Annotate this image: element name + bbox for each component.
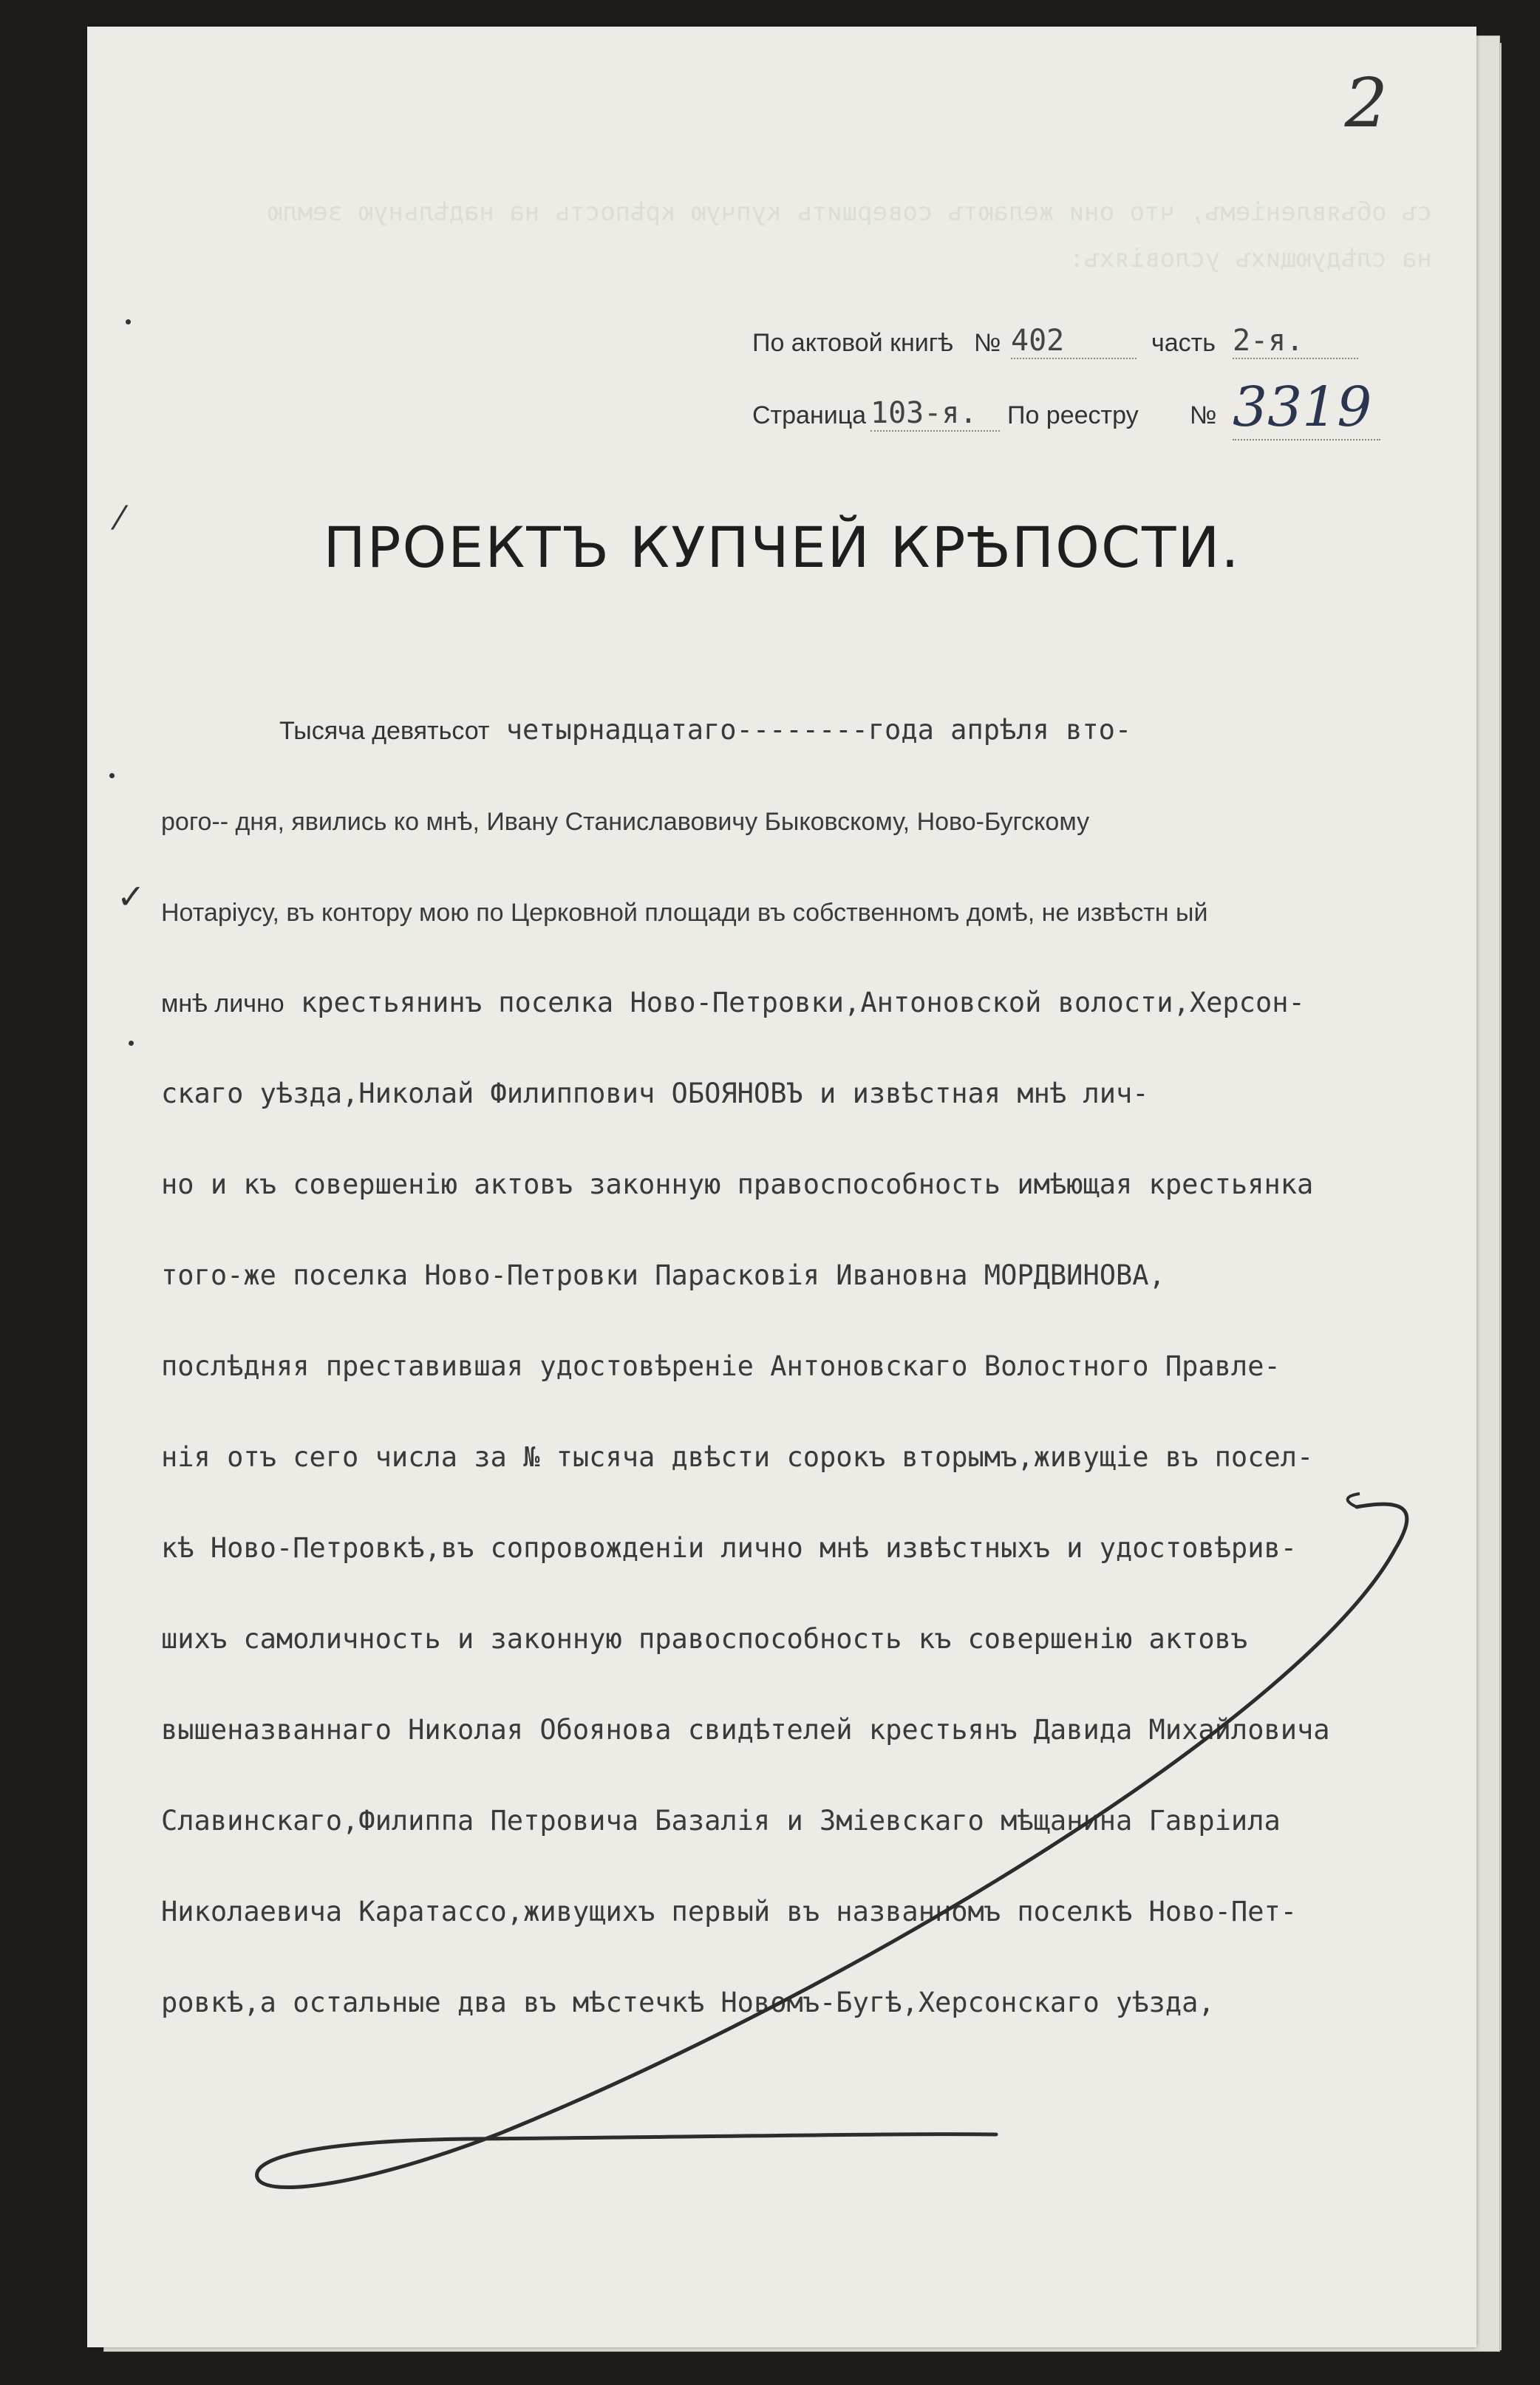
line-text: но и къ совершенію актовъ законную правоспособность имѣющая крестьянка xyxy=(161,1168,1314,1200)
register-number: 3319 xyxy=(1233,375,1380,440)
line-prefix: Тысяча девятьсот xyxy=(279,717,490,745)
part-label: часть xyxy=(1151,329,1216,357)
page-value: 103-я. xyxy=(870,396,1000,432)
document-title: ПРОЕКТЪ КУПЧЕЙ КРѢПОСТИ. xyxy=(323,514,1241,580)
line-text: нія отъ сего числа за № тысяча двѣсти сорокъ вторымъ,живущіе въ посел- xyxy=(161,1441,1314,1473)
line-text: послѣдняя преставившая удостовѣреніе Антоновскаго Волостного Правле- xyxy=(161,1350,1281,1382)
line-text: рого-- дня, явились ко мнѣ, Ивану Станиславовичу Быковскому, Ново-Бугскому xyxy=(161,808,1090,836)
cancellation-scrawl-icon xyxy=(87,27,1476,2347)
register-label: По реестру xyxy=(1007,401,1139,429)
bleed-through-text: съ объявленіемъ, что они желаютъ совершить купчую крѣпость на надѣльную землю на слѣдующихъ условіяхъ: xyxy=(267,197,1432,273)
line-text: скаго уѣзда,Николай Филиппович ОБОЯНОВЪ и извѣстная мнѣ лич- xyxy=(161,1078,1149,1109)
document-page xyxy=(87,27,1476,2347)
margin-tick-icon: ⁄ xyxy=(117,500,123,537)
book-number: 402 xyxy=(1011,324,1137,359)
page-label: Страница xyxy=(752,401,867,429)
book-number-sign: № xyxy=(974,329,1001,357)
book-label: По актовой книгѣ xyxy=(752,329,953,357)
register-number-sign: № xyxy=(1190,401,1217,429)
line-text: вышеназваннаго Николая Обоянова свидѣтелей крестьянъ Давида Михайловича xyxy=(161,1714,1330,1746)
line-text: Нотаріусу, въ контору мою по Церковной площади въ собственномъ домѣ, не извѣстн ый xyxy=(161,899,1208,927)
line-text: шихъ самоличность и законную правоспособность къ совершенію актовъ xyxy=(161,1623,1248,1655)
margin-check-icon: ✓ xyxy=(117,877,146,916)
line-text: четырнадцатаго--------года апрѣля вто- xyxy=(489,714,1132,746)
page-number: 2 xyxy=(1344,64,1388,143)
line-text: того-же поселка Ново-Петровки Парасковія Ивановна МОРДВИНОВА, xyxy=(161,1259,1165,1291)
line-text: Николаевича Каратассо,живущихъ первый въ названномъ поселкѣ Ново-Пет- xyxy=(161,1896,1298,1928)
part-value: 2-я. xyxy=(1233,324,1358,359)
line-text: ровкѣ,а остальные два въ мѣстечкѣ Новомъ-Бугѣ,Херсонскаго уѣзда, xyxy=(161,1987,1215,2018)
line-text: кѣ Ново-Петровкѣ,въ сопровожденіи лично мнѣ извѣстныхъ и удостовѣрив- xyxy=(161,1532,1298,1564)
line-text: крестьянинъ поселка Ново-Петровки,Антоновской волости,Херсон- xyxy=(284,987,1305,1018)
line-prefix: мнѣ лично xyxy=(161,990,285,1018)
line-text: Славинскаго,Филиппа Петровича Базалія и Зміевскаго мѣщанина Гавріила xyxy=(161,1805,1281,1837)
